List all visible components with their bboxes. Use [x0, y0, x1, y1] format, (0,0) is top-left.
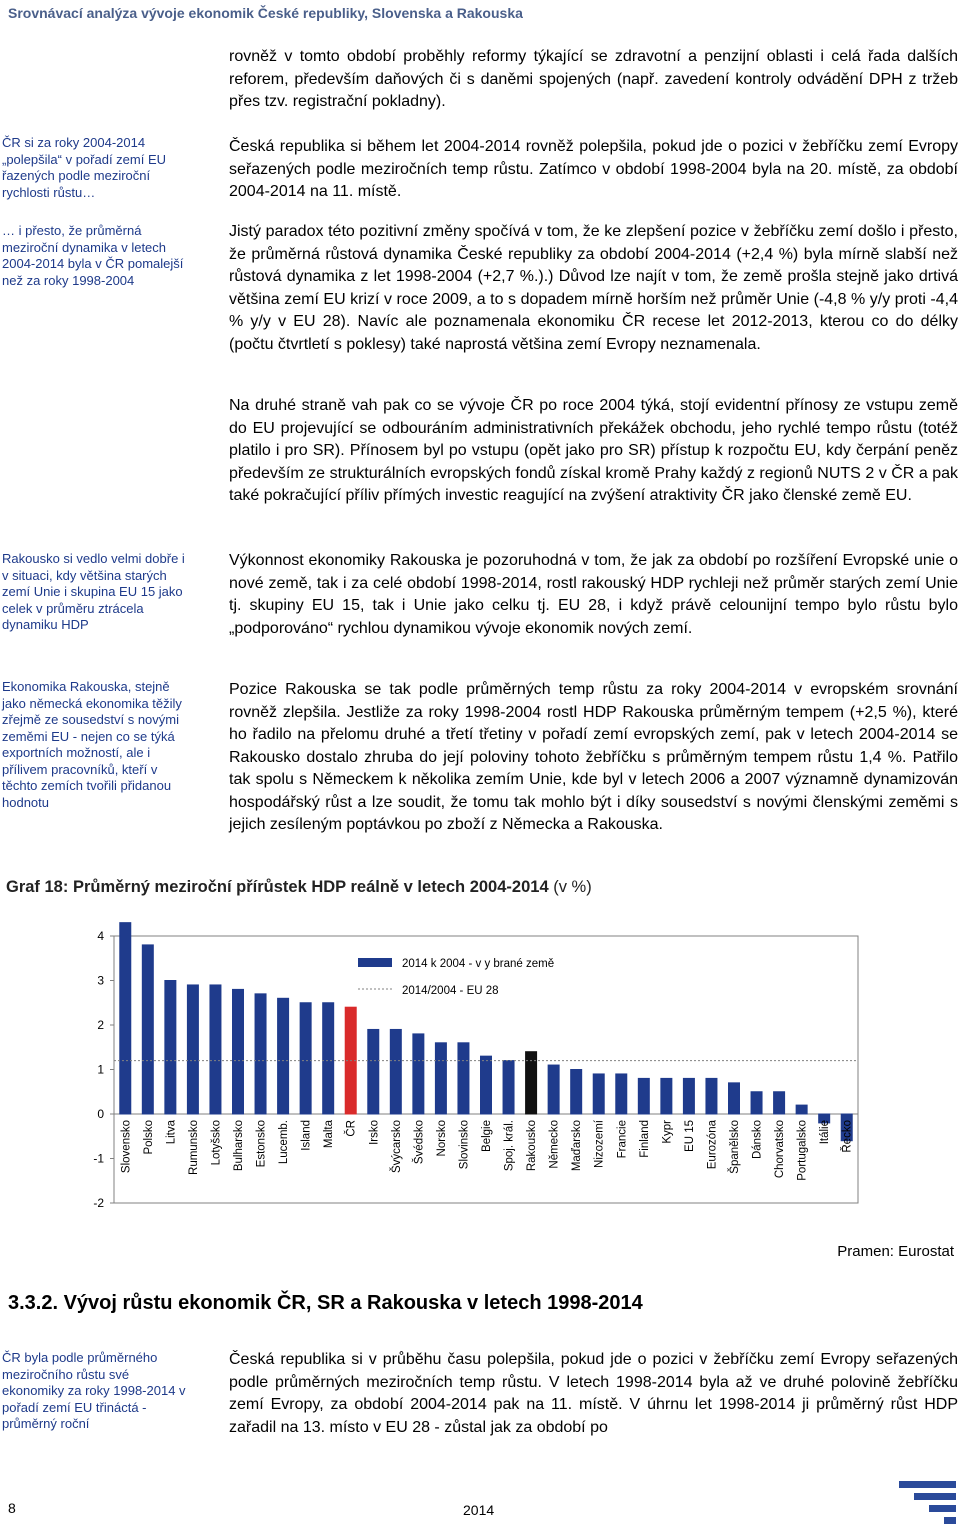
category-label: Lotyšsko: [210, 1120, 223, 1166]
bar-30: [796, 1105, 807, 1114]
bar-26: [706, 1078, 717, 1114]
paragraph-cr-position: Česká republika si během let 2004-2014 rovněž polepšila, pokud jde o pozici v žebříčku zemí Evropy seřazených podle meziročních temp růstu. Zatímco v období 1998-2004 byla na 20. místě, za období 2004-2014 na 11. místě.: [229, 138, 958, 200]
category-label: Řecko: [841, 1120, 854, 1153]
bar-5: [233, 989, 244, 1114]
chart-title: [6, 878, 592, 897]
category-label: Bulharsko: [233, 1120, 245, 1172]
y-tick-label: 4: [97, 929, 104, 943]
bar-11: [368, 1029, 379, 1114]
bar-13: [413, 1034, 424, 1114]
y-tick-label: 2: [97, 1018, 104, 1032]
category-label: Polsko: [142, 1120, 155, 1155]
category-label: Švédsko: [413, 1120, 426, 1165]
category-label: Maďarsko: [571, 1120, 584, 1172]
category-label: Lucemb.: [278, 1120, 291, 1165]
y-tick-label: 1: [97, 1062, 104, 1077]
category-label: Portugalsko: [796, 1120, 809, 1181]
bar-27: [729, 1083, 740, 1114]
category-label: Irsko: [368, 1120, 381, 1145]
y-tick-label: -1: [93, 1151, 104, 1166]
footer-year: 2014: [463, 1502, 495, 1518]
category-label: EU 15: [683, 1120, 696, 1152]
page-header: Srovnávací analýza vývoje ekonomik České republiky, Slovenska a Rakouska: [8, 5, 523, 21]
page-number: 8: [8, 1500, 16, 1516]
sidebar-note-cr-dynamics: … i přesto, že průměrná meziroční dynamika v letech 2004-2014 byla v ČR pomalejší než za roky 1998-2004: [2, 223, 184, 288]
paragraph-austria-performance: Výkonnost ekonomiky Rakouska je pozoruhodná v tom, že jak za období po rozšíření Evropské unie o nové země, tak i za celé období 1998-2014, rostl rakouský HDP rychleji než průměr starých zemí Unie tj. skupiny EU 15, tak i Unie jako celku tj. EU 28, i když právě celounijní tempo bylo růstu bylo „podporováno“ rychlou dynamikou vývoje ekonomik nových zemí.: [229, 552, 958, 637]
bar-17: [503, 1061, 514, 1114]
sidebar-note-austria-economy: Ekonomika Rakouska, stejně jako německá ekonomika těžily zřejmě ze sousedství s novými zeměmi EU - nejen co se týká exportních možností, ale i přílivem pracovníků, kteří v těchto zemích tvořili přidanou hodnotu: [2, 679, 182, 810]
category-label: Slovensko: [120, 1120, 133, 1174]
bar-23: [638, 1078, 649, 1114]
bar-0: [120, 923, 131, 1114]
bar-3: [187, 985, 198, 1114]
bar-20: [571, 1070, 582, 1115]
bar-21: [593, 1074, 604, 1114]
y-tick-label: 3: [97, 973, 104, 988]
paragraph-cr-1998-2014: Česká republika si v průběhu času polepšila, pokud jde o pozici v žebříčku zemí Evropy seřazených podle průměrných meziročních temp růstu. V letech 1998-2014 byla až ve druhé polovině žebříčku zemí Evropy, za období 2004-2014 pak na 11. místě. V úhrnu let 1998-2014 ji průměrný růst HDP zařadil na 13. místo v EU 28 - zůstal jak za období po: [229, 1351, 958, 1436]
category-label: Francie: [616, 1120, 629, 1159]
paragraph-paradox: Jistý paradox této pozitivní změny spočívá v tom, že ke zlepšení pozice v žebříčku zemí došlo i přesto, že průměrná růstová dynamika České republiky za období 2004-2014 (+2,4 %) byla mírně slabší než růstová dynamika z let 1998-2004 (+2,7 %.).) Důvod lze najít v tom, že země prošla stejně jako drtivá většina zemí EU krizí v roce 2009, a to s dopadem mírně horším než průměr Unie (-4,8 % y/y proti -4,4 % y/y v EU 28). Navíc ale poznamenala ekonomiku ČR recese let 2012-2013, kterou co do délky (počtu čtvrtletí s poklesy) také naprostá většina zemí Evropy neznamenala.: [229, 223, 958, 353]
category-label: Chorvatsko: [774, 1120, 787, 1179]
category-label: Německo: [548, 1120, 561, 1169]
category-label: Norsko: [435, 1120, 448, 1157]
category-label: Malta: [323, 1120, 336, 1149]
sidebar-note-cr-ranking: ČR si za roky 2004-2014 „polepšila“ v pořadí zemí EU řazených podle meziroční rychlosti růstu…: [2, 135, 167, 200]
bar-6: [255, 994, 266, 1114]
category-label: Itálie: [819, 1120, 832, 1145]
category-label: Rakousko: [526, 1120, 539, 1172]
paragraph-reforms: rovněž v tomto období proběhly reformy týkající se zdravotní a penzijní oblasti i celá řada dalších reforem, především daňových či s daněmi spojených (např. zavedení kontroly odvádění DPH z tržeb přes tzv. registrační pokladny).: [229, 48, 958, 110]
bar-14: [435, 1043, 446, 1114]
bar-22: [616, 1074, 627, 1114]
bar-2: [165, 981, 176, 1115]
legend-swatch-countries: [358, 958, 392, 967]
category-label: Belgie: [481, 1120, 493, 1152]
category-label: Eurozóna: [706, 1120, 719, 1170]
legend-label-eu28: 2014/2004 - EU 28: [402, 985, 499, 997]
source-note: Pramen: Eurostat: [837, 1243, 954, 1260]
category-label: Island: [300, 1120, 313, 1151]
bar-25: [683, 1078, 694, 1114]
paragraph-austria-position: Pozice Rakouska se tak podle průměrných temp růstu za roky 2004-2014 v evropském srovnání rovněž zlepšila. Jestliže za roky 1998-2004 rostl HDP Rakouska průměrným tempem (+2,5 %), které ho řadilo na přelomu druhé a třetí třetiny v pořadí zemí evropských zemí, pak v letech 2004-2014 se Rakousko dostalo zhruba do její poloviny tohoto žebříčku s průměrným tempem růstu 1,4 %. Patřilo tak spolu s Německem k několika zemím Unie, kde byl v letech 2006 a 2007 významně dynamizován hospodářský růst a lze soudit, že tomu tak mohlo být i díky sousedství s novými členskými zeměmi s jejich zesíleným poptávkou po zboží z Německa a Rakouska.: [229, 681, 958, 833]
bar-8: [300, 1003, 311, 1114]
bar-9: [323, 1003, 334, 1114]
category-label: Švýcarsko: [390, 1120, 403, 1174]
category-label: Estonsko: [255, 1120, 268, 1168]
sidebar-note-cr-1998-2014: ČR byla podle průměrného meziročního růstu své ekonomiky za roky 1998-2014 v pořadí zemí EU třináctá - průměrný roční: [2, 1350, 186, 1431]
bar-1: [142, 945, 153, 1114]
category-label: Dánsko: [751, 1120, 764, 1159]
legend-label-countries: 2014 k 2004 - v y brané země: [402, 958, 555, 970]
bar-28: [751, 1092, 762, 1114]
bar-29: [774, 1092, 785, 1114]
gdp-growth-bar-chart: [0, 905, 960, 1235]
bar-4: [210, 985, 221, 1114]
y-tick-label: -2: [93, 1196, 104, 1210]
bar-19: [548, 1065, 559, 1114]
sidebar-note-austria: Rakousko si vedlo velmi dobře i v situaci, kdy většina starých zemí Unie i skupina EU 15 jako celek v průměru ztrácela dynamiku HDP: [2, 551, 185, 632]
category-label: Rumunsko: [187, 1120, 200, 1175]
bar-12: [390, 1029, 401, 1114]
paragraph-eu-benefits: Na druhé straně vah pak co se vývoje ČR po roce 2004 týká, stojí evidentní přínosy ze vstupu země do EU projevující se odbouráním administrativních překážek obchodu, jeho rychlé tempo růstu (totéž platilo i pro SR). Přínosem byl po vstupu (opět jako pro SR) přístup k rozpočtu EU, kdy čerpání peněz především ze strukturálních evropských fondů získal kromě Prahy každý z regionů NUTS 2 v ČR a pak také pokračující příliv přímých investic reagující na zvýšení atraktivity ČR jako členské země EU.: [229, 397, 958, 504]
category-label: Nizozemí: [593, 1120, 606, 1168]
category-label: Spoj. král.: [503, 1120, 516, 1172]
category-label: Slovinsko: [458, 1120, 471, 1170]
chart-title-text: Graf 18: Průměrný meziroční přírůstek HDP reálně v letech 2004-2014: [6, 878, 549, 896]
category-label: Litva: [165, 1120, 178, 1145]
category-label: ČR: [345, 1120, 358, 1137]
bar-7: [278, 998, 289, 1114]
csu-logo-icon: [899, 1481, 956, 1525]
chart-title-unit: (v %): [553, 878, 592, 896]
category-label: Španělsko: [729, 1120, 741, 1174]
bar-15: [458, 1043, 469, 1114]
category-label: Kypr: [661, 1120, 674, 1144]
category-label: Finland: [638, 1120, 651, 1158]
y-tick-label: 0: [97, 1107, 104, 1121]
bar-16: [481, 1056, 492, 1114]
section-heading: 3.3.2. Vývoj růstu ekonomik ČR, SR a Rakouska v letech 1998-2014: [8, 1292, 643, 1314]
bar-24: [661, 1078, 672, 1114]
